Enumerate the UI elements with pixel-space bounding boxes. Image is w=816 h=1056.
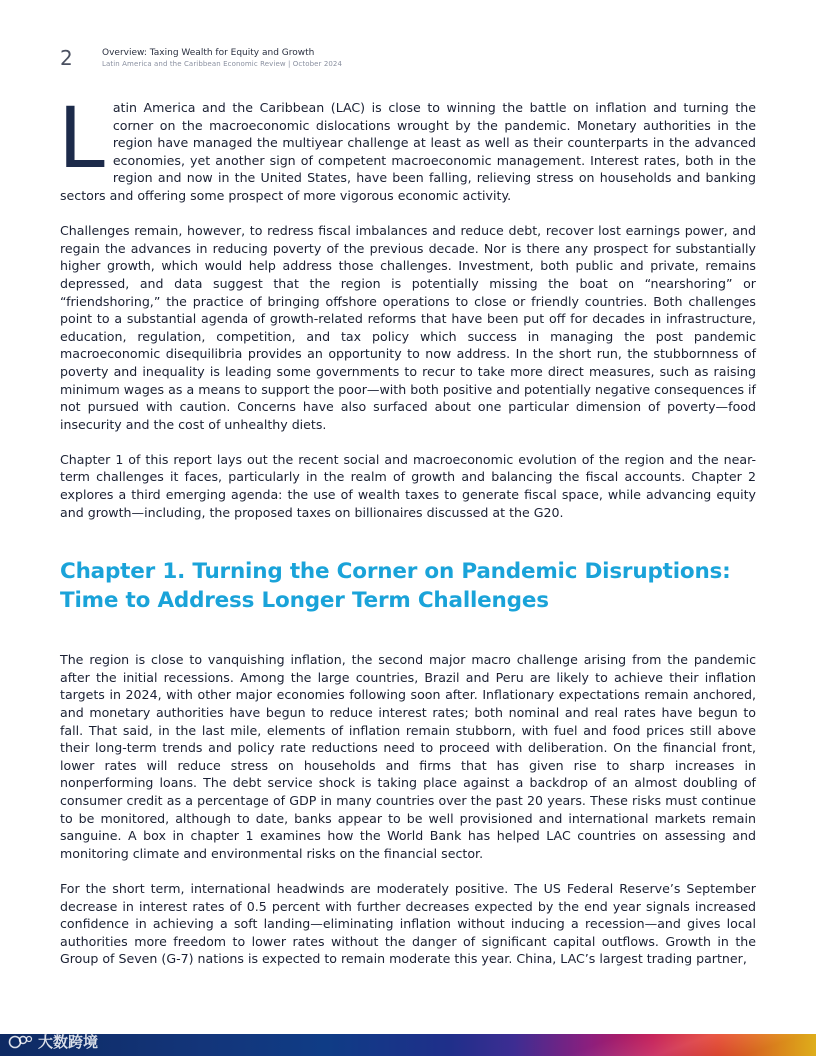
chapter-1-heading: Chapter 1. Turning the Corner on Pandemic Disruptions: Time to Address Longer Term Challenges: [60, 559, 731, 614]
intro-paragraph-1: [58, 89, 756, 205]
page-number: 2: [60, 46, 73, 70]
watermark-logo-icon: [8, 1034, 34, 1050]
page-content: [58, 89, 756, 986]
page-header: [60, 46, 342, 70]
footer-color-bar: [0, 1034, 816, 1056]
intro-paragraph-3: Chapter 1 of this report lays out the recent social and macroeconomic evolution of the region and the near-term challenges it faces, particularly in the realm of growth and balancing the fiscal accounts. Chapter 2 explores a third emerging agenda: the use of wealth taxes to generate fiscal space, while advancing equity and growth—including, the proposed taxes on billionaires discussed at the G20.: [60, 451, 756, 520]
running-header-subtitle: Latin America and the Caribbean Economic Review | October 2024: [102, 60, 343, 68]
chapter-1-paragraph-2: For the short term, international headwinds are moderately positive. The US Federal Reserve’s September decrease in interest rates of 0.5 percent with further decreases expected by the end year signals increased confidence in achieving a soft landing—eliminating inflation without inducing a recession—and gives local authorities more freedom to lower rates without the danger of significant capital outflows. Growth in the Group of Seven (G-7) nations is expected to remain moderate this year. China, LAC’s largest trading partner,: [60, 880, 756, 967]
intro-paragraph-2: Challenges remain, however, to redress fiscal imbalances and reduce debt, recover lost earnings power, and regain the advances in reducing poverty of the previous decade. Nor is there any prospect for substantially higher growth, which would help address those challenges. Investment, both public and private, remains depressed, and data suggest that the region is potentially missing the boat on “nearshoring” or “friendshoring,” the practice of bringing offshore operations to close or friendly countries. Both challenges point to a substantial agenda of growth-related reforms that have been put off for decades in infrastructure, education, regulation, competition, and tax policy which success in managing the post pandemic macroeconomic disequilibria provides an opportunity to now address. In the short run, the stubbornness of poverty and inequality is leading some governments to recur to take more direct measures, such as raising minimum wages as a means to support the poor—with both positive and potentially negative consequences if not pursued with caution. Concerns have also surfaced about one particular dimension of poverty—food insecurity and the cost of unhealthy diets.: [60, 223, 756, 432]
intro-paragraph-1-text: atin America and the Caribbean (LAC) is close to winning the battle on inflation and turning the corner on the macroeconomic dislocations wrought by the pandemic. Monetary authorities in the region have managed the multiyear challenge at least as well as their counterparts in the advanced economies, yet another sign of competent macroeconomic management. Interest rates, both in the region and now in the United States, have been falling, relieving stress on households and banking sectors and offering some prospect of more vigorous economic activity.: [60, 100, 756, 203]
watermark-text: 大数跨境: [38, 1033, 99, 1051]
running-header-title: Overview: Taxing Wealth for Equity and Growth: [102, 48, 315, 58]
watermark: [8, 1031, 98, 1052]
drop-cap: L: [58, 89, 105, 187]
running-header: [102, 46, 342, 70]
chapter-1-paragraph-1: The region is close to vanquishing inflation, the second major macro challenge arising from the pandemic after the initial recessions. Among the large countries, Brazil and Peru are likely to achieve their inflation targets in 2024, with other major economies following soon after. Inflationary expectations remain anchored, and monetary authorities have begun to reduce interest rates; both nominal and real rates have begun to fall. That said, in the last mile, elements of inflation remain stubborn, with fuel and food prices still above their long-term trends and policy rate reductions need to proceed with deliberation. On the financial front, lower rates will reduce stress on households and firms that has given rise to sharp increases in nonperforming loans. The debt service shock is taking place against a backdrop of an almost doubling of consumer credit as a percentage of GDP in many countries over the past 20 years. These risks must continue to be monitored, although to date, banks appear to be well provisioned and international markets remain sanguine. A box in chapter 1 examines how the World Bank has helped LAC countries on assessing and monitoring climate and environmental risks on the financial sector.: [60, 652, 756, 861]
